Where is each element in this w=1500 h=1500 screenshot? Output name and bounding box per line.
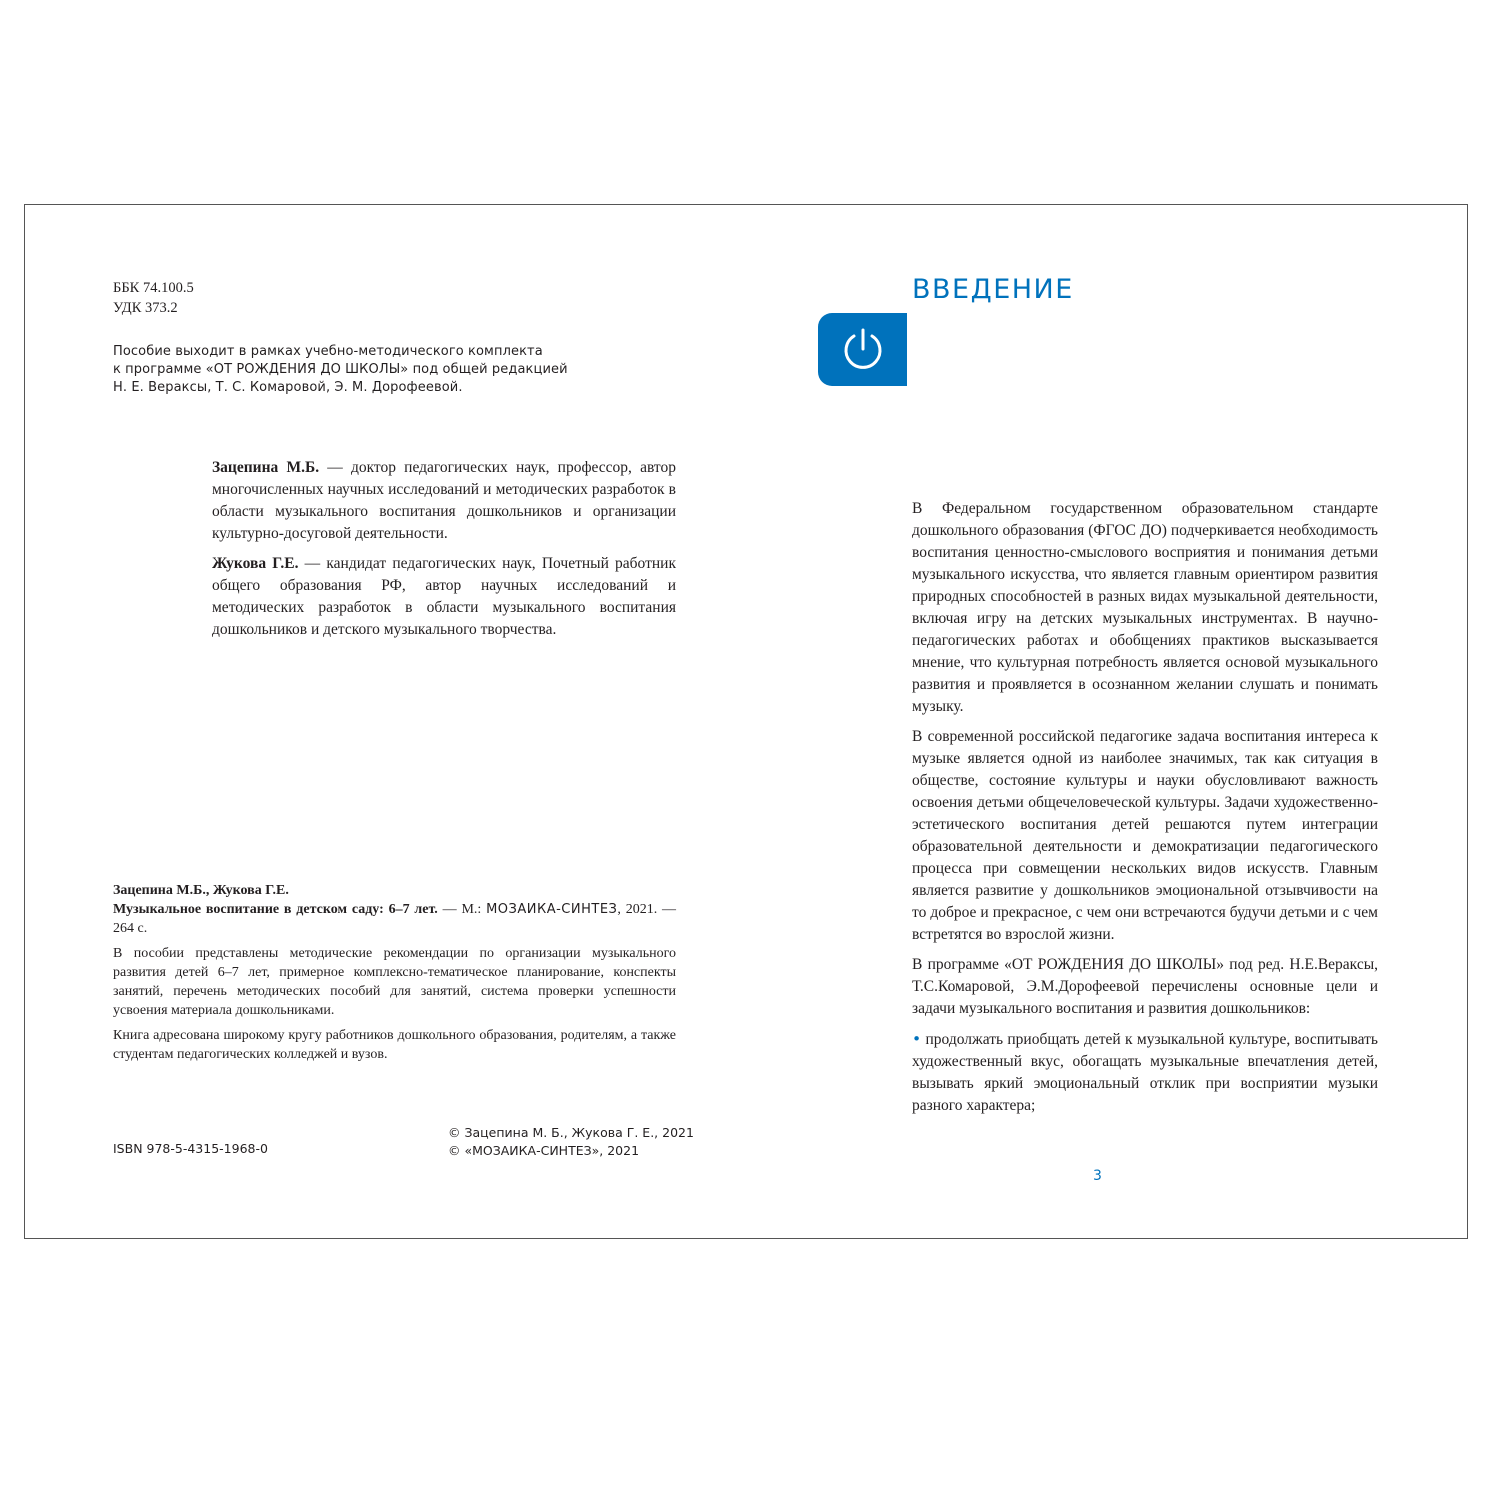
power-icon xyxy=(838,324,888,374)
author-bio-text-1: — доктор педагогических наук, профессор, автор многочисленных научных исследований и методических разработок в области музыкального воспитания дошкольников и организации культурно-досуговой деятельности. xyxy=(212,459,676,542)
author-name-1: Зацепина М.Б. xyxy=(212,459,320,476)
bibliographic-record xyxy=(113,881,676,1070)
biblio-annotation: В пособии представлены методические рекомендации по организации музыкального развития детей 6–7 лет, примерное комплексно-тематическое планирование, конспекты занятий, перечень методических пособий для занятий, система проверки успешности усвоения материала дошкольниками. xyxy=(113,946,676,1018)
series-line-1: Пособие выходит в рамках учебно-методического комплекта xyxy=(113,344,543,359)
udk-code: УДК 373.2 xyxy=(113,300,178,316)
author-bio-1 xyxy=(212,457,676,545)
classification-codes xyxy=(113,278,194,318)
page-number: 3 xyxy=(1093,1168,1102,1184)
bbk-code: ББК 74.100.5 xyxy=(113,280,194,296)
chapter-badge xyxy=(818,313,907,386)
series-line-3: Н. Е. Вераксы, Т. С. Комаровой, Э. М. Дорофеевой. xyxy=(113,380,463,395)
bullet-text: продолжать приобщать детей к музыкальной культуре, воспитывать художественный вкус, обогащать музыкальные впечатления детей, вызывать яркий эмоциональный отклик при восприятии музыки разного характера; xyxy=(912,1031,1378,1114)
chapter-title: ВВЕДЕНИЕ xyxy=(912,274,1074,305)
copyright-authors: © Зацепина М. Б., Жукова Г. Е., 2021 xyxy=(448,1125,694,1140)
copyright-publisher: © «МОЗАИКА-СИНТЕЗ», 2021 xyxy=(448,1143,640,1158)
biblio-publisher: МОЗАИКА-СИНТЕЗ xyxy=(486,902,618,917)
biblio-pub-a: — М.: xyxy=(437,902,487,917)
intro-text xyxy=(912,498,1378,1125)
biblio-pub-b: , 2021. — 264 с. xyxy=(113,902,677,936)
author-bio-2 xyxy=(212,553,676,641)
biblio-authors: Зацепина М.Б., Жукова Г.Е. xyxy=(113,883,289,898)
series-line-2: к программе «ОТ РОЖДЕНИЯ ДО ШКОЛЫ» под общей редакцией xyxy=(113,362,568,377)
bullet-marker: • xyxy=(912,1030,922,1048)
series-note xyxy=(113,343,568,397)
author-bio-text-2: — кандидат педагогических наук, Почетный работник общего образования РФ, автор научных исследований и методических разработок в области музыкального воспитания дошкольников и детского музыкального творчества. xyxy=(212,555,676,638)
intro-paragraph-2: В современной российской педагогике задача воспитания интереса к музыке является одной из наиболее значимых, так как ситуация в обществе, состояние культуры и науки обусловливают важность освоения детьми общечеловеческой культуры. Задачи художественно-эстетического воспитания детей решаются путем интеграции образовательной деятельности и демократизации педагогического процесса при совмещении нескольких видов искусств. Главным является развитие у дошкольников эмоциональной отзывчивости на то доброе и прекрасное, с чем они встречаются будучи детьми и с чем встретятся во взрослой жизни. xyxy=(912,728,1378,943)
copyright-block xyxy=(448,1124,694,1160)
biblio-title-line xyxy=(113,900,676,938)
isbn: ISBN 978-5-4315-1968-0 xyxy=(113,1141,268,1156)
intro-paragraph-1: В Федеральном государственном образовательном стандарте дошкольного образования (ФГОС ДО) подчеркивается необходимость воспитания ценностно-смыслового восприятия и понимания детьми музыкального искусства, что является главным ориентиром развития природных способностей в разных видах музыкальной деятельности, включая игру на детских музыкальных инструментах. В научно-педагогических работах и обобщениях практиков высказывается мнение, что культурная потребность является основой музыкального развития и проявляется в осознанном желании слушать и понимать музыку. xyxy=(912,500,1378,715)
intro-bullet-item xyxy=(912,1028,1378,1117)
biblio-title: Музыкальное воспитание в детском саду: 6–7 лет. xyxy=(113,902,438,917)
author-name-2: Жукова Г.Е. xyxy=(212,555,299,572)
author-bios xyxy=(212,457,676,649)
intro-paragraph-3: В программе «ОТ РОЖДЕНИЯ ДО ШКОЛЫ» под ред. Н.Е.Вераксы, Т.С.Комаровой, Э.М.Дорофеевой перечислены основные цели и задачи музыкального воспитания и развития дошкольников: xyxy=(912,956,1378,1017)
biblio-audience: Книга адресована широкому кругу работников дошкольного образования, родителям, а также студентам педагогических колледжей и вузов. xyxy=(113,1028,676,1062)
